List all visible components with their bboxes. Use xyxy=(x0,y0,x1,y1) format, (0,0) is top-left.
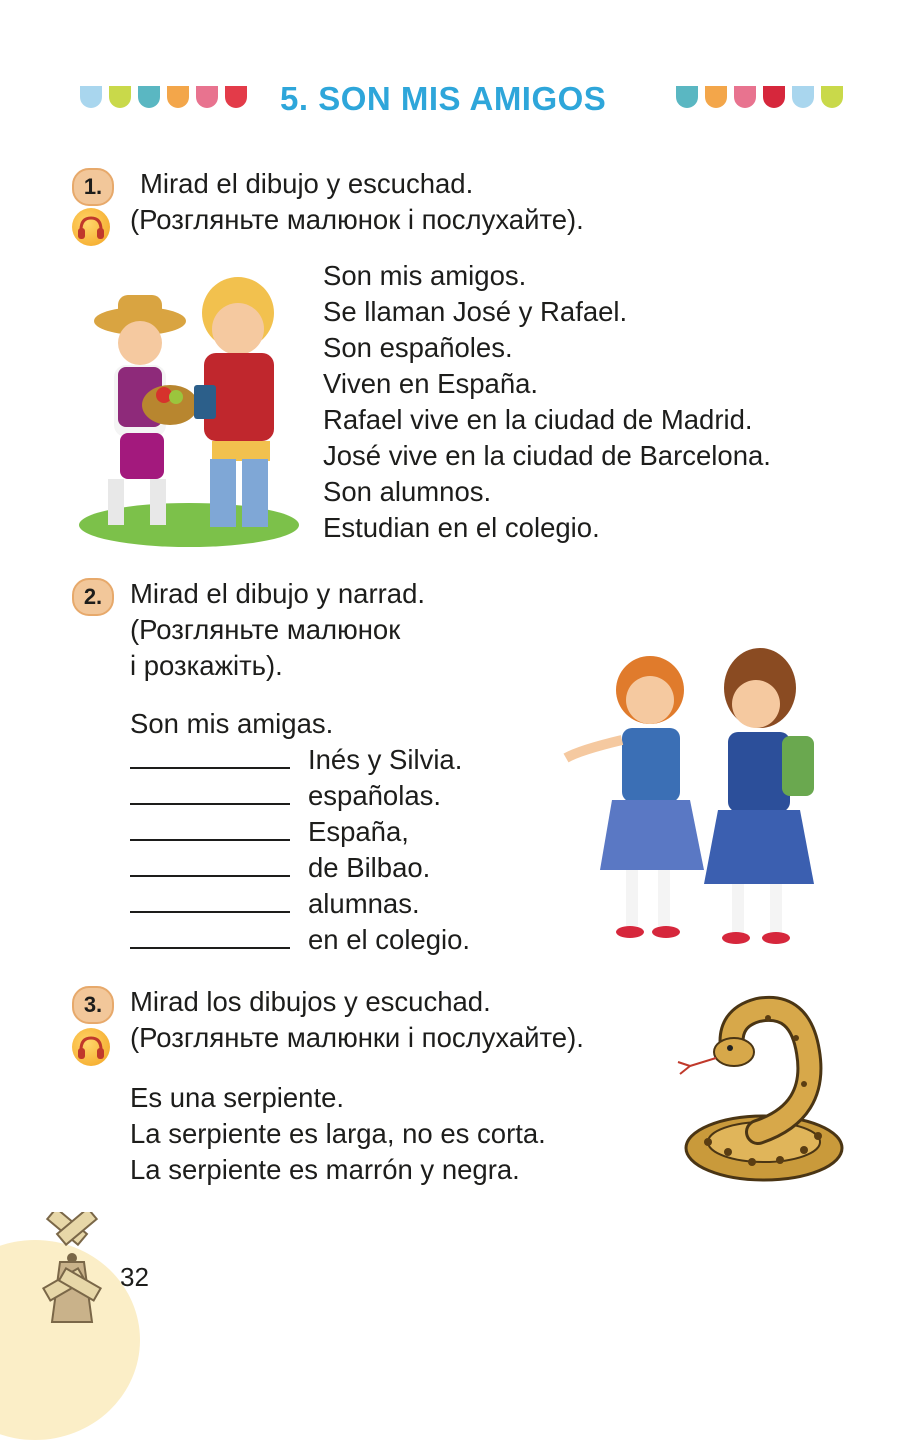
exercise-2-translation-2: і розкажіть). xyxy=(130,650,283,681)
decorative-dot xyxy=(109,86,131,108)
fill-in-blank[interactable] xyxy=(130,815,290,841)
decorative-dot xyxy=(705,86,727,108)
fill-in-blank[interactable] xyxy=(130,851,290,877)
decorative-dot xyxy=(80,86,102,108)
exercise-3-text xyxy=(130,1080,546,1188)
decorative-dot xyxy=(196,86,218,108)
exercise-3-instruction: Mirad los dibujos y escuchad. xyxy=(130,986,491,1017)
exercise-1-translation: (Розгляньте малюнок і послухайте). xyxy=(130,204,584,235)
page-title: 5. SON MIS AMIGOS xyxy=(280,80,607,117)
exercise-1-line: Se llaman José y Rafael. xyxy=(323,296,628,327)
exercise-1-line: Son mis amigos. xyxy=(323,260,527,291)
exercise-3-line: Es una serpiente. xyxy=(130,1082,345,1113)
fill-in-blank[interactable] xyxy=(130,923,290,949)
exercise-2-intro: Son mis amigas. xyxy=(130,708,334,739)
fill-in-blank[interactable] xyxy=(130,743,290,769)
exercise-2-blank-line: Inés y Silvia. xyxy=(130,742,470,778)
exercise-1-instruction: Mirad el dibujo y escuchad. xyxy=(140,168,474,199)
decorative-dot xyxy=(763,86,785,108)
page-number: 32 xyxy=(120,1262,149,1292)
decorative-dot xyxy=(138,86,160,108)
exercise-2-instruction: Mirad el dibujo y narrad. xyxy=(130,578,426,609)
exercise-1-line: Rafael vive en la ciudad de Madrid. xyxy=(323,404,753,435)
headphones-icon[interactable] xyxy=(72,1028,110,1066)
exercise-1-line: Son españoles. xyxy=(323,332,513,363)
fill-in-blank[interactable] xyxy=(130,779,290,805)
exercise-2-blank-line: España, xyxy=(130,814,470,850)
headphones-icon[interactable] xyxy=(72,208,110,246)
windmill-illustration xyxy=(22,1212,122,1324)
exercise-3-line: La serpiente es larga, no es corta. xyxy=(130,1118,546,1149)
decorative-dot xyxy=(821,86,843,108)
exercise-1-text xyxy=(323,258,771,546)
fill-in-blank[interactable] xyxy=(130,887,290,913)
decorative-dot xyxy=(676,86,698,108)
decorative-dot xyxy=(167,86,189,108)
decorative-dot xyxy=(225,86,247,108)
exercise-2-badge: 2. xyxy=(72,578,114,616)
title-dots-right xyxy=(676,86,846,110)
exercise-2-translation-1: (Розгляньте малюнок xyxy=(130,614,401,645)
exercise-2-blank-line: españolas. xyxy=(130,778,470,814)
exercise-2-blank-line: alumnas. xyxy=(130,886,470,922)
exercise-2-blank-line: de Bilbao. xyxy=(130,850,470,886)
exercise-3-line: La serpiente es marrón y negra. xyxy=(130,1154,520,1185)
decorative-dot xyxy=(792,86,814,108)
exercise-1-line: Estudian en el colegio. xyxy=(323,512,600,543)
boys-illustration xyxy=(78,255,300,547)
snake-illustration xyxy=(668,992,846,1190)
title-dots-left xyxy=(80,86,250,110)
exercise-2-blank-line: en el colegio. xyxy=(130,922,470,958)
girls-illustration xyxy=(560,640,845,950)
exercise-3-translation: (Розгляньте малюнки і послухайте). xyxy=(130,1022,584,1053)
exercise-1-badge: 1. xyxy=(72,168,114,206)
decorative-dot xyxy=(734,86,756,108)
exercise-1-line: José vive en la ciudad de Barcelona. xyxy=(323,440,771,471)
exercise-3-badge: 3. xyxy=(72,986,114,1024)
exercise-1-line: Son alumnos. xyxy=(323,476,492,507)
exercise-2-text xyxy=(130,706,470,958)
exercise-1-line: Viven en España. xyxy=(323,368,539,399)
